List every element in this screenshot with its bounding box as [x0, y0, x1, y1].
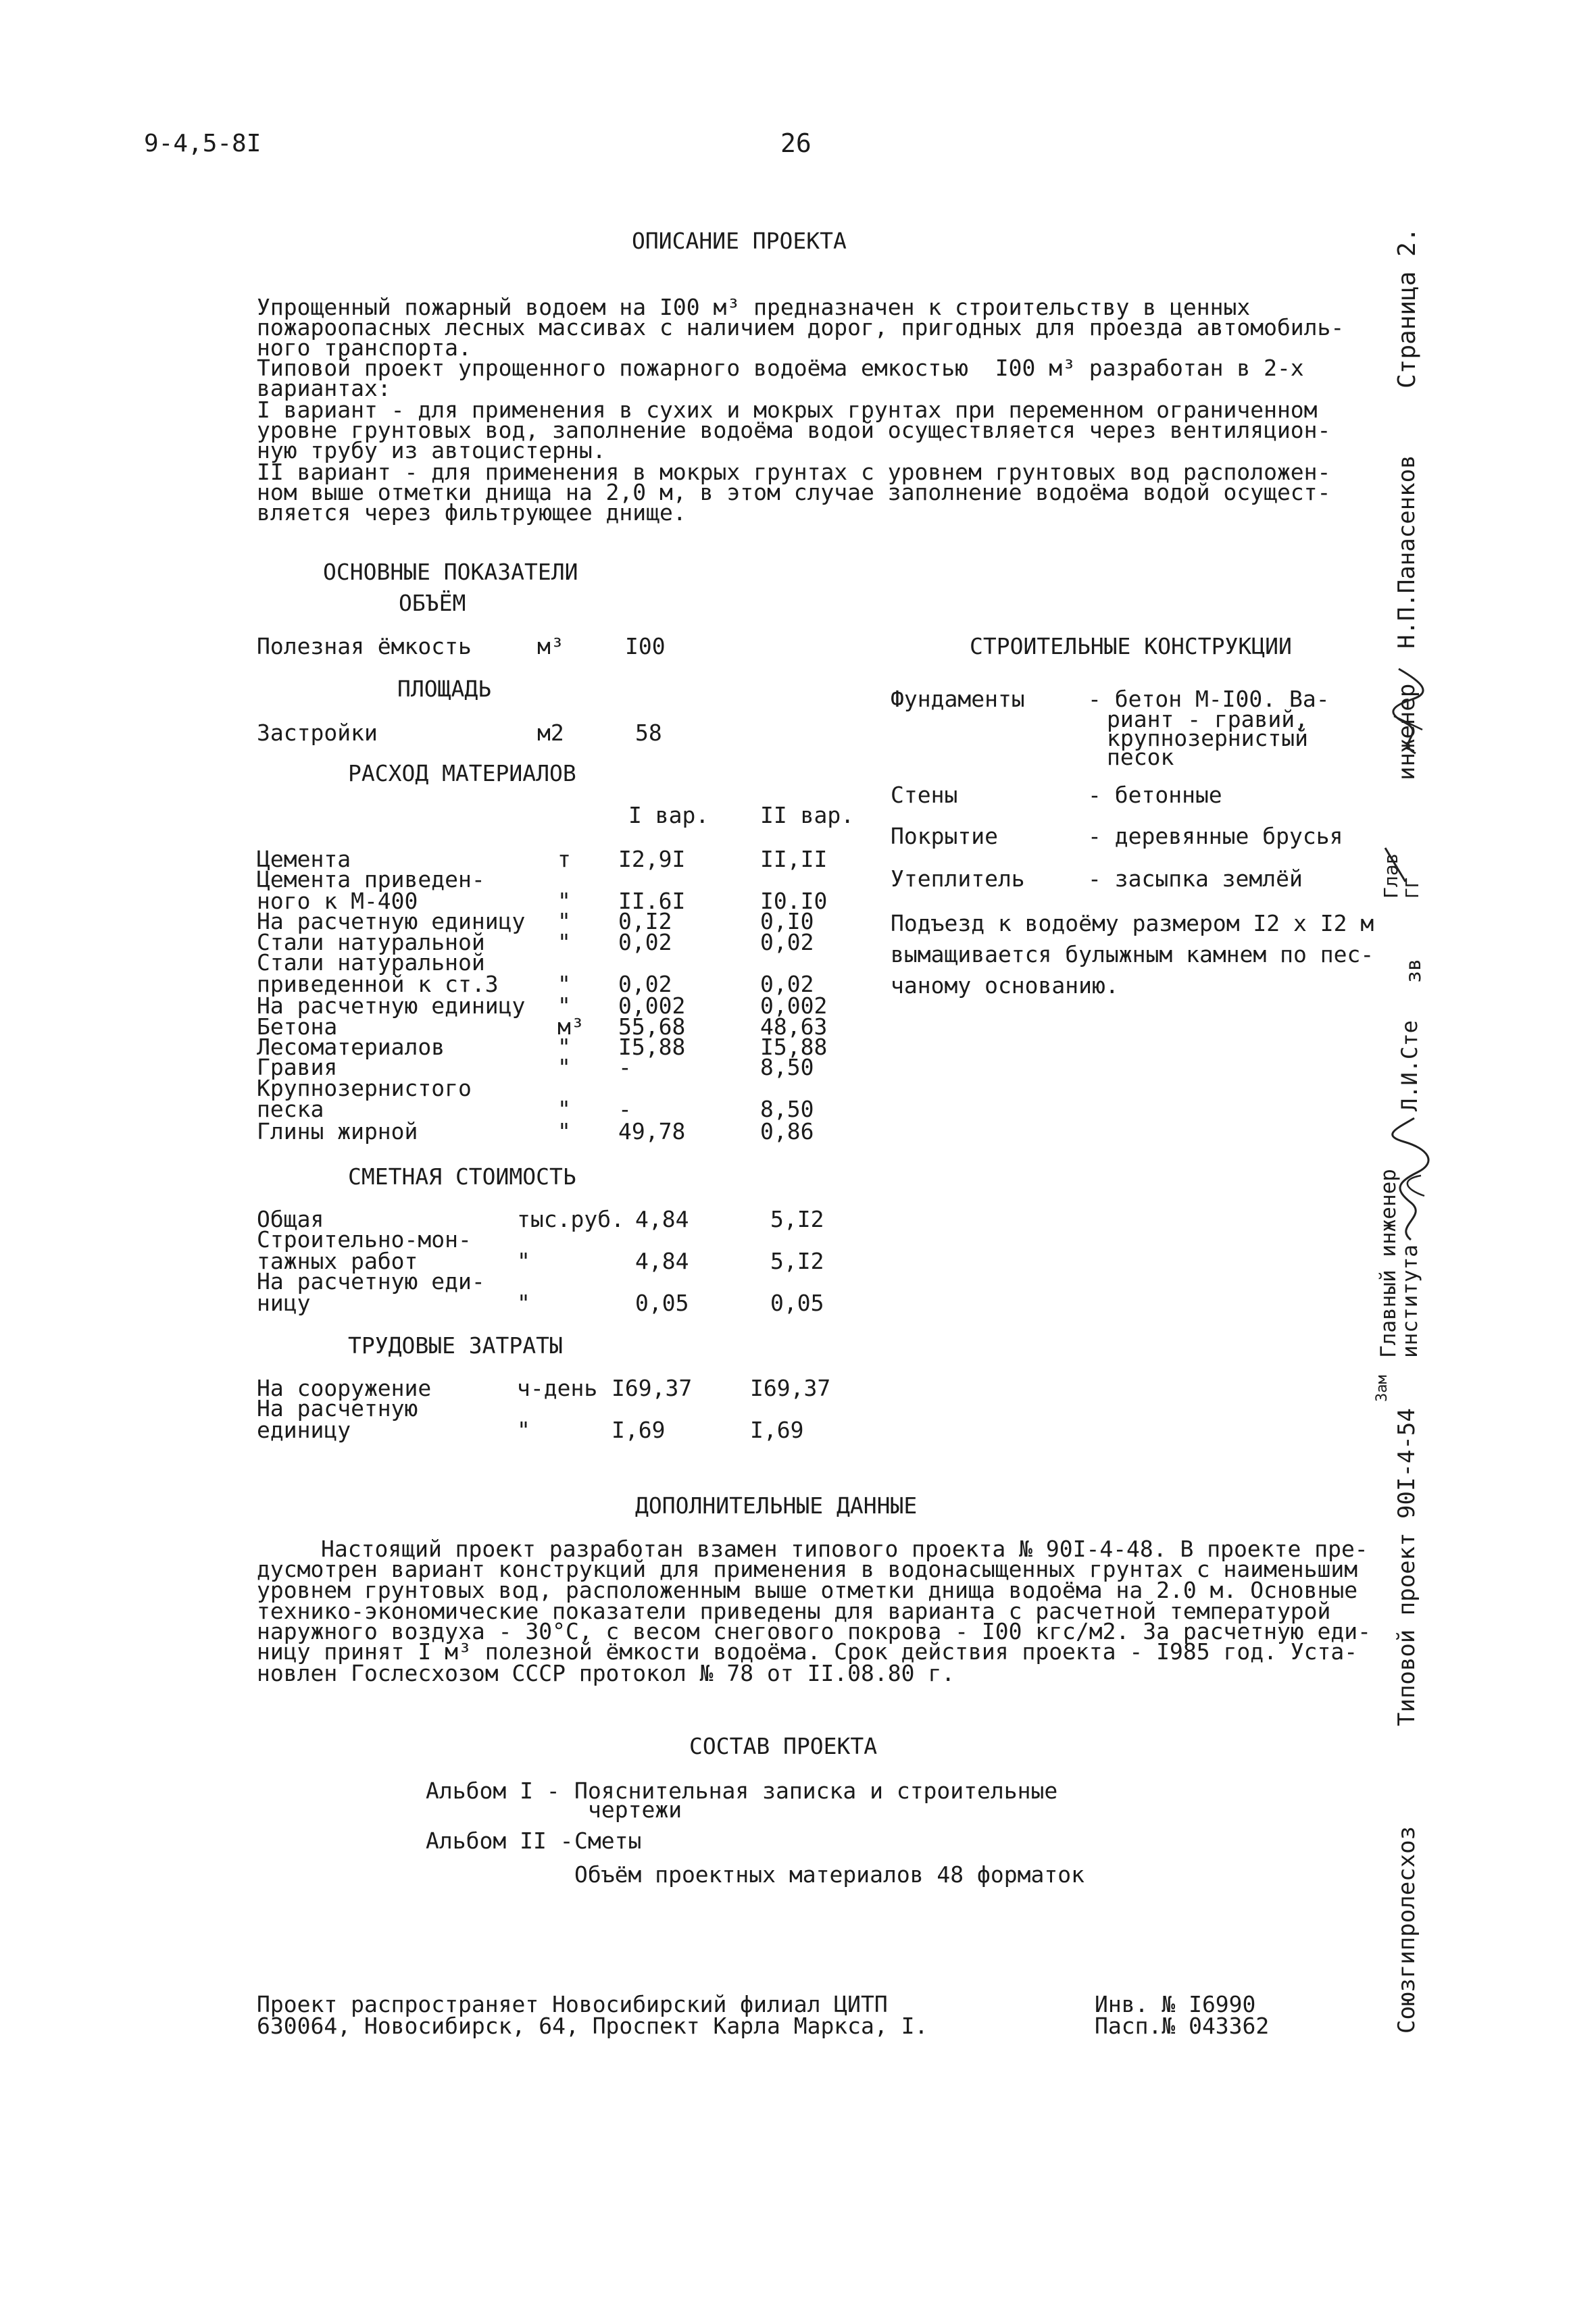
additional-line: Настоящий проект разработан взамен типового проекта № 90I-4-48. В проекте пре-	[321, 1536, 1368, 1562]
side-engineer-name: Н.П.Панасенков	[1393, 455, 1420, 649]
cost-row-value-2: 5,I2	[770, 1248, 824, 1274]
materials-row-value-2: 0,86	[760, 1118, 814, 1145]
page-number: 26	[780, 128, 812, 158]
materials-title: РАСХОД МАТЕРИАЛОВ	[348, 760, 576, 786]
area-title: ПЛОЩАДЬ	[397, 676, 492, 702]
materials-row-unit: "	[557, 929, 571, 955]
construction-value: - бетонные	[1088, 782, 1222, 808]
materials-row-value-1: 0,02	[618, 929, 672, 955]
construction-label: Фундаменты	[891, 686, 1025, 712]
side-chief-prefix: Зам	[1374, 1375, 1391, 1402]
materials-row-value-1: 0,02	[618, 971, 672, 997]
materials-row-value-2: II,II	[760, 846, 828, 872]
side-chief-institute: института	[1398, 1244, 1422, 1358]
side-gip-label: Глав	[1380, 853, 1402, 899]
materials-row-value-2: 0,002	[760, 992, 828, 1019]
building-label: Застройки	[257, 720, 378, 746]
construction-value: риант - гравий,	[1107, 706, 1309, 732]
description-line: пожароопасных лесных массивах с наличием дорог, пригодных для проезда автомобиль-	[257, 314, 1345, 341]
building-value: 58	[635, 720, 662, 746]
labor-title: ТРУДОВЫЕ ЗАТРАТЫ	[348, 1332, 563, 1359]
materials-row-unit: м³	[557, 1013, 584, 1040]
album2-text: Сметы	[574, 1828, 642, 1854]
side-engineer-title: инженер	[1393, 683, 1420, 780]
album2-label: Альбом II -	[426, 1828, 574, 1854]
materials-row-label: Стали натуральной	[257, 929, 485, 955]
materials-row-value-1: I2,9I	[618, 846, 686, 872]
composition-title: СОСТАВ ПРОЕКТА	[689, 1733, 878, 1759]
building-unit: м2	[537, 720, 564, 746]
materials-row-value-2: 8,50	[760, 1096, 814, 1122]
construction-value: крупнозернистый	[1107, 725, 1309, 751]
useful-capacity-label: Полезная ёмкость	[257, 633, 472, 659]
inventory-number: Инв. № I6990	[1095, 1991, 1256, 2017]
materials-col2-header: II вар.	[760, 802, 855, 828]
passport-number: Пасп.№ 043362	[1095, 2013, 1270, 2039]
materials-row-unit: "	[557, 888, 571, 914]
labor-row-value-2: I69,37	[750, 1375, 831, 1401]
materials-col1-header: I вар.	[628, 802, 709, 828]
cost-row-label: Общая	[257, 1206, 324, 1232]
additional-line: уровнем грунтовых вод, расположенным выше отметки днища водоёма на 2.0 м. Основные	[257, 1577, 1358, 1603]
engineer-signature	[1389, 662, 1429, 757]
additional-line: дусмотрен вариант конструкций для применения в водонасыщенных грунтах с наименьшим	[257, 1556, 1358, 1582]
cost-row-label: ницу	[257, 1290, 311, 1316]
description-line: ном выше отметки днища на 2,0 м, в этом случае заполнение водоёма водой осущест-	[257, 479, 1331, 505]
labor-row-value-1: I69,37	[612, 1375, 693, 1401]
construction-value: - деревянные брусья	[1088, 823, 1343, 849]
album1-text: чертежи	[588, 1796, 682, 1823]
labor-row-label: На расчетную	[257, 1395, 418, 1422]
materials-row-label: ного к М-400	[257, 888, 418, 914]
cost-row-unit: тыс.руб.	[517, 1206, 624, 1232]
cost-row-label: На расчетную еди-	[257, 1268, 485, 1294]
materials-row-label: Глины жирной	[257, 1118, 418, 1145]
construction-value: - засыпка землёй	[1088, 865, 1303, 892]
materials-row-label: Крупнозернистого	[257, 1075, 472, 1101]
materials-row-unit: "	[557, 1118, 571, 1145]
cost-row-value-2: 5,I2	[770, 1206, 824, 1232]
materials-row-label: Лесоматериалов	[257, 1034, 445, 1060]
gip-slash-mark	[1382, 845, 1409, 885]
materials-row-value-1: II.6I	[618, 888, 686, 914]
description-line: вляется через фильтрующее днище.	[257, 499, 687, 526]
description-line: ную трубу из автоцистерны.	[257, 437, 606, 463]
materials-row-unit: "	[557, 908, 571, 934]
side-typical-project: Типовой проект 90I-4-54	[1393, 1408, 1420, 1726]
materials-row-label: Гравия	[257, 1054, 338, 1080]
materials-row-unit: "	[557, 1054, 571, 1080]
materials-row-unit: "	[557, 992, 571, 1019]
materials-row-label: песка	[257, 1096, 324, 1122]
materials-row-label: На расчетную единицу	[257, 908, 526, 934]
additional-line: наружного воздуха - 30°С, с весом снегового покрова - I00 кгс/м2. За расчетную еди-	[257, 1618, 1372, 1644]
volume-text: Объём проектных материалов 48 форматок	[574, 1861, 1084, 1888]
additional-line: новлен Гослесхозом СССР протокол № 78 от II.08.80 г.	[257, 1660, 955, 1686]
labor-row-label: единицу	[257, 1417, 351, 1443]
construction-label: Стены	[891, 782, 958, 808]
materials-row-value-2: 8,50	[760, 1054, 814, 1080]
materials-row-value-2: 48,63	[760, 1013, 828, 1040]
materials-row-label: На расчетную единицу	[257, 992, 526, 1019]
labor-row-value-1: I,69	[612, 1417, 666, 1443]
materials-row-unit: т	[557, 846, 571, 872]
construction-value: песок	[1107, 744, 1174, 770]
description-line: II вариант - для применения в мокрых грунтах с уровнем грунтовых вод расположен-	[257, 459, 1331, 485]
construction-value: - бетон М-I00. Ва-	[1088, 686, 1330, 712]
description-line: Типовой проект упрощенного пожарного водоёма емкостью I00 м³ разработан в 2-х	[257, 355, 1304, 381]
description-line: уровне грунтовых вод, заполнение водоёма водой осуществляется через вентиляцион-	[257, 417, 1331, 443]
materials-row-value-1: 0,002	[618, 992, 686, 1019]
materials-row-value-1: -	[618, 1054, 632, 1080]
cost-title: СМЕТНАЯ СТОИМОСТЬ	[348, 1163, 576, 1190]
construction-label: Покрытие	[891, 823, 998, 849]
materials-row-value-2: 0,I0	[760, 908, 814, 934]
cost-row-unit: "	[517, 1248, 530, 1274]
address-line: 630064, Новосибирск, 64, Проспект Карла Маркса, I.	[257, 2013, 928, 2039]
description-title: ОПИСАНИЕ ПРОЕКТА	[632, 228, 847, 254]
side-chief-title: Главный инженер	[1376, 1169, 1401, 1358]
cost-row-label: Строительно-мон-	[257, 1226, 472, 1253]
distributor-line: Проект распространяет Новосибирский филиал ЦИТП	[257, 1991, 888, 2017]
description-line: вариантах:	[257, 375, 391, 401]
materials-row-label: Цемента приведен-	[257, 866, 485, 892]
side-organization: Союзгипролесхоз	[1393, 1826, 1420, 2034]
construction-label: Утеплитель	[891, 865, 1025, 892]
materials-row-unit: "	[557, 1096, 571, 1122]
side-chief-suffix: зв	[1402, 958, 1426, 983]
access-note: Подъезд к водоёму размером I2 х I2 м	[891, 910, 1374, 936]
materials-row-label: Бетона	[257, 1013, 338, 1040]
materials-row-value-1: 49,78	[618, 1118, 686, 1145]
materials-row-value-2: I0.I0	[760, 888, 828, 914]
cost-row-value-1: 0,05	[635, 1290, 689, 1316]
description-line: I вариант - для применения в сухих и мокрых грунтах при переменном ограниченном	[257, 397, 1318, 423]
labor-row-unit: ч-день	[517, 1375, 598, 1401]
materials-row-value-1: -	[618, 1096, 632, 1122]
materials-row-unit: "	[557, 1034, 571, 1060]
description-line: ного транспорта.	[257, 334, 472, 361]
side-gip-label-2: ГГ	[1403, 877, 1423, 899]
labor-row-unit: "	[517, 1417, 530, 1443]
materials-row-value-2: 0,02	[760, 929, 814, 955]
indicators-title: ОСНОВНЫЕ ПОКАЗАТЕЛИ	[323, 559, 578, 585]
side-page-label: Страница 2.	[1393, 227, 1421, 388]
materials-row-value-1: 0,I2	[618, 908, 672, 934]
description-line: Упрощенный пожарный водоем на I00 м³ предназначен к строительству в ценных	[257, 294, 1251, 320]
volume-title: ОБЪЁМ	[399, 590, 466, 616]
additional-title: ДОПОЛНИТЕЛЬНЫЕ ДАННЫЕ	[635, 1492, 918, 1519]
cost-row-value-2: 0,05	[770, 1290, 824, 1316]
labor-row-label: На сооружение	[257, 1375, 432, 1401]
chief-signature	[1391, 1115, 1431, 1243]
cost-row-value-1: 4,84	[635, 1206, 689, 1232]
labor-row-value-2: I,69	[750, 1417, 804, 1443]
materials-row-value-2: I5,88	[760, 1034, 828, 1060]
access-note: вымащивается булыжным камнем по пес-	[891, 941, 1374, 967]
useful-capacity-value: I00	[625, 633, 666, 659]
useful-capacity-unit: м³	[537, 633, 564, 659]
cost-row-unit: "	[517, 1290, 530, 1316]
additional-line: ницу принят I м³ полезной ёмкости водоёма. Срок действия проекта - I985 год. Уста-	[257, 1638, 1358, 1665]
side-chief-name: Л.И.Сте	[1397, 1020, 1422, 1111]
materials-row-unit: "	[557, 971, 571, 997]
materials-row-label: приведенной к ст.3	[257, 971, 499, 997]
construction-title: СТРОИТЕЛЬНЫЕ КОНСТРУКЦИИ	[970, 633, 1292, 659]
materials-row-label: Цемента	[257, 846, 351, 872]
doc-code: 9-4,5-8I	[144, 130, 261, 157]
album1-label: Альбом I -	[426, 1778, 560, 1804]
materials-row-label: Стали натуральной	[257, 949, 485, 976]
cost-row-value-1: 4,84	[635, 1248, 689, 1274]
materials-row-value-2: 0,02	[760, 971, 814, 997]
additional-line: технико-экономические показатели приведены для варианта с расчетной температурой	[257, 1598, 1331, 1624]
access-note: чаному основанию.	[891, 972, 1119, 999]
album1-text: Пояснительная записка и строительные	[574, 1778, 1058, 1804]
cost-row-label: тажных работ	[257, 1248, 418, 1274]
materials-row-value-1: I5,88	[618, 1034, 686, 1060]
materials-row-value-1: 55,68	[618, 1013, 686, 1040]
